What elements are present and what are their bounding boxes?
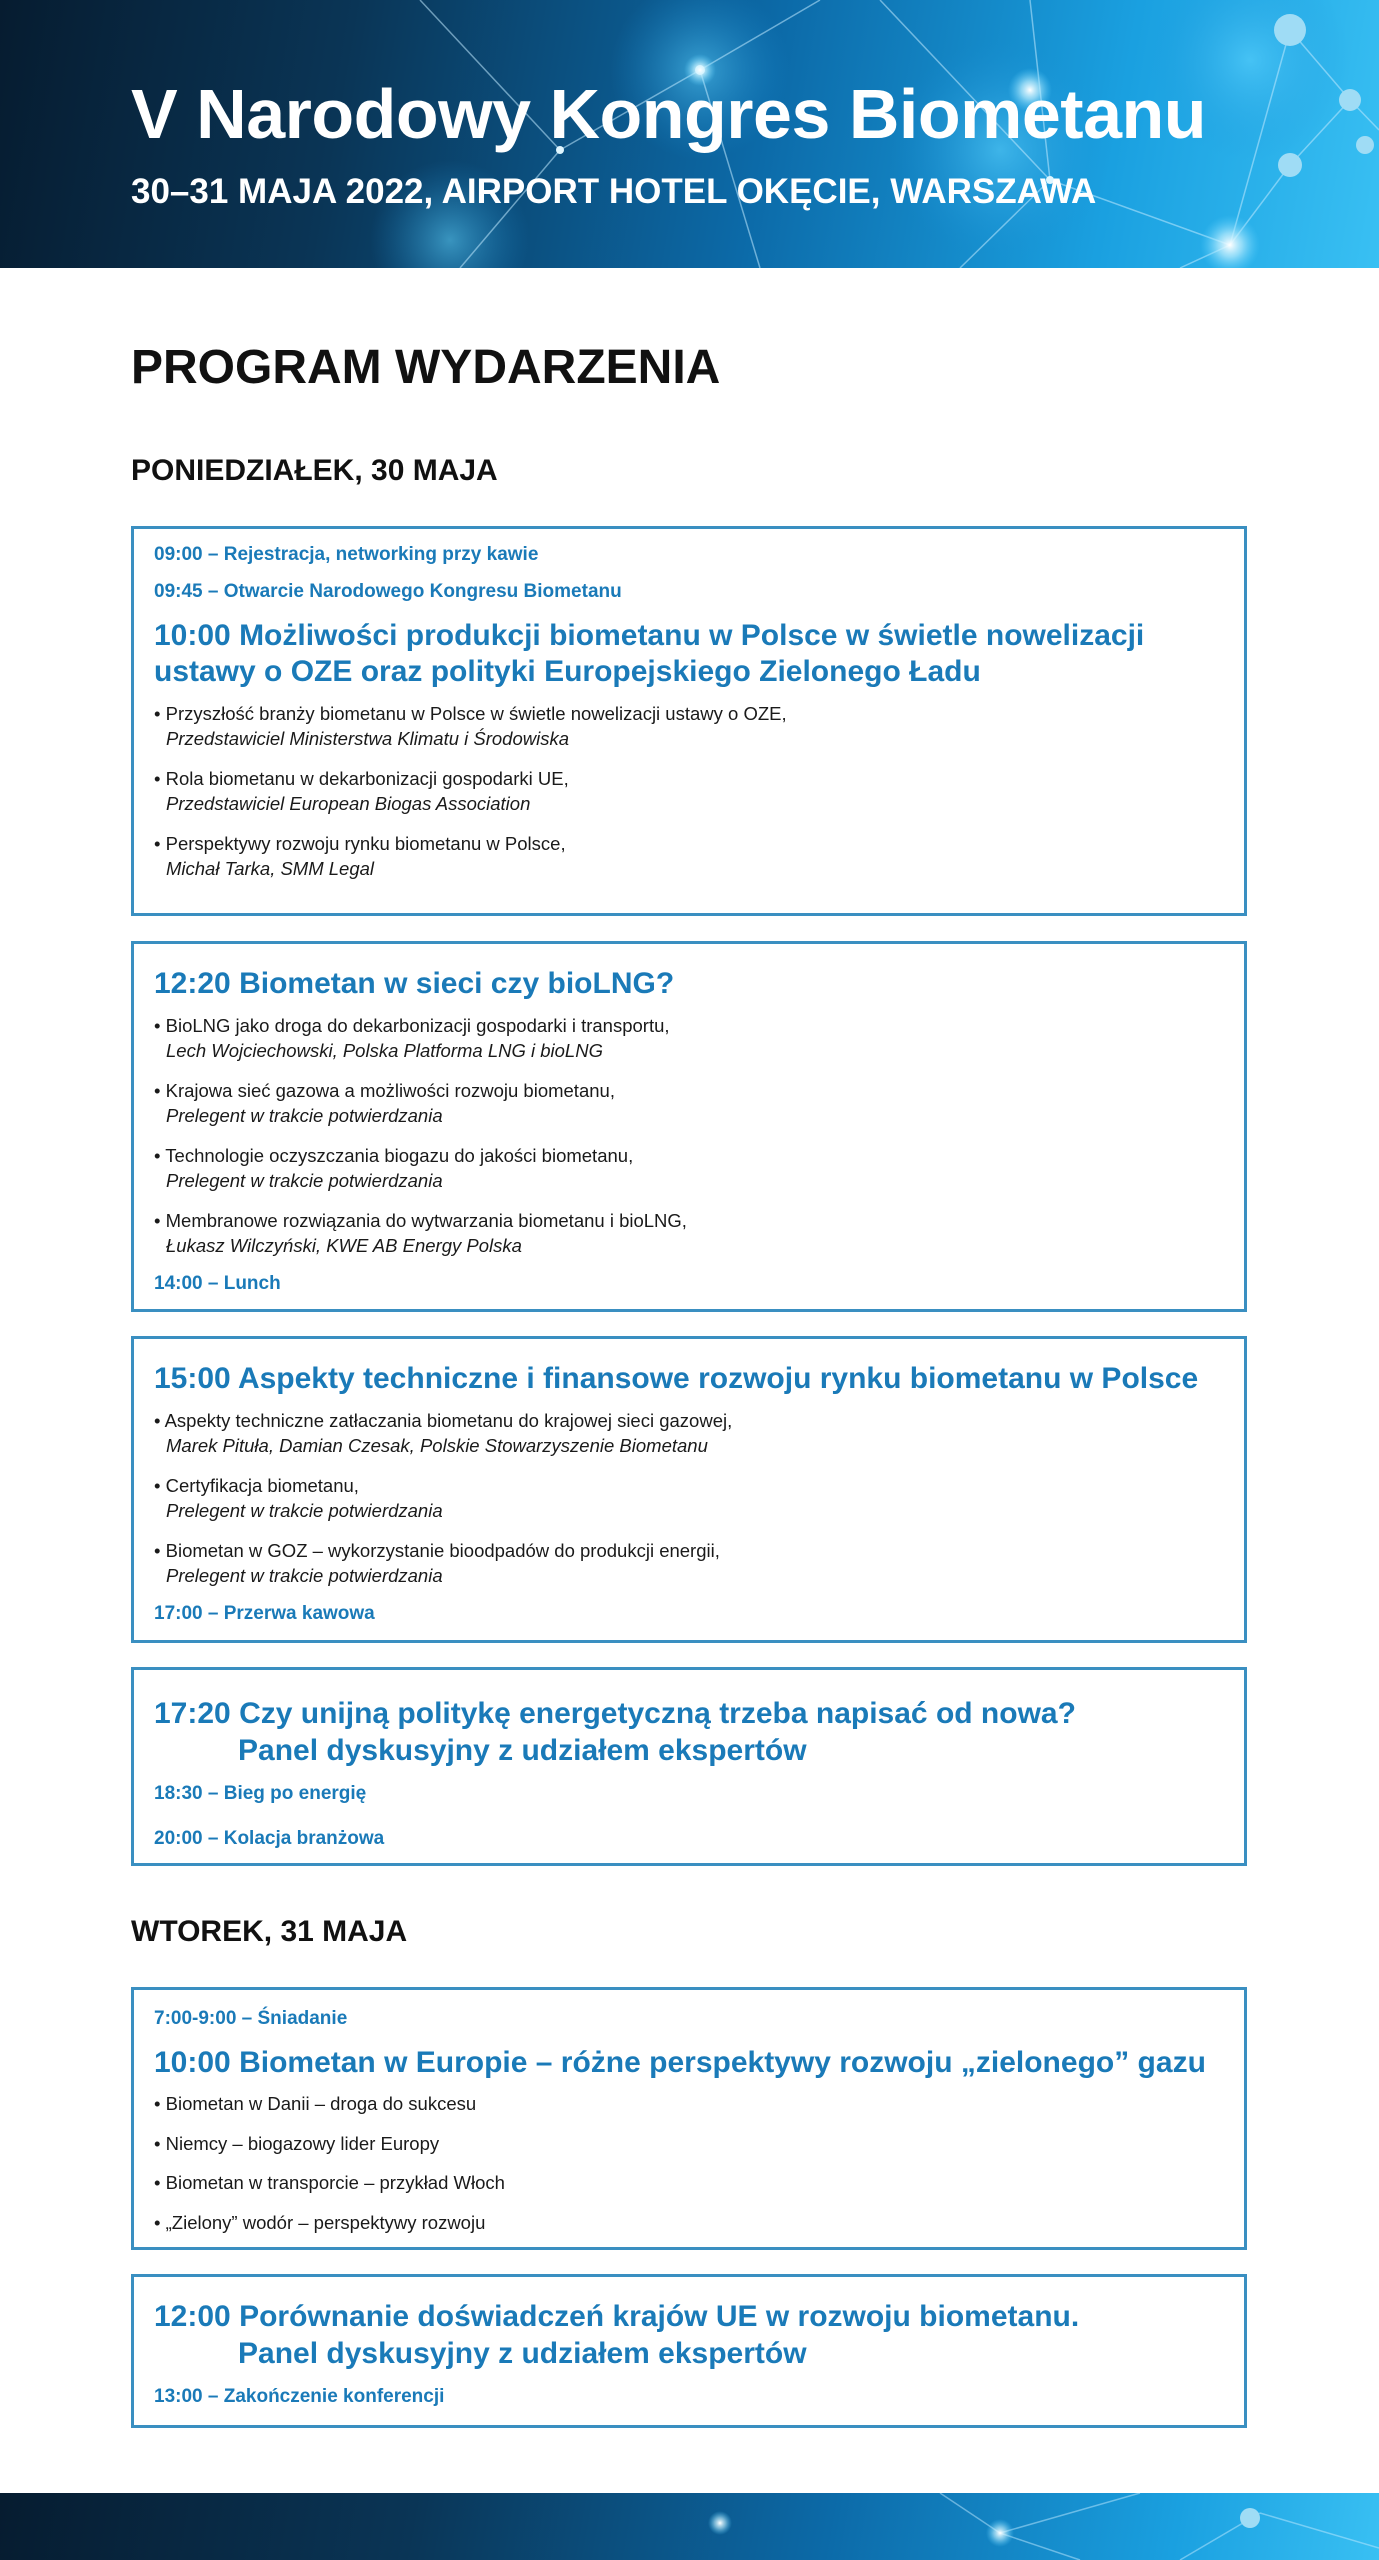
session-heading [154, 2299, 1224, 2372]
talk-item [154, 1208, 1224, 1259]
session-box [131, 526, 1247, 916]
program-title: PROGRAM WYDARZENIA [131, 341, 721, 394]
talk-item [154, 701, 1224, 752]
talk-speaker: Przedstawiciel Ministerstwa Klimatu i Środowiska [166, 728, 570, 750]
talk-title: • Krajowa sieć gazowa a możliwości rozwoju biometanu, [154, 1079, 615, 1101]
talk-item: • „Zielony” wodór – perspektywy rozwoju [154, 2211, 486, 2233]
session-box [131, 2274, 1247, 2428]
talk-speaker: Łukasz Wilczyński, KWE AB Energy Polska [166, 1235, 522, 1257]
agenda-line: 09:00 – Rejestracja, networking przy kawie [154, 544, 539, 565]
talk-speaker: Prelegent w trakcie potwierdzania [166, 1170, 443, 1192]
talk-title: • Rola biometanu w dekarbonizacji gospodarki UE, [154, 767, 569, 789]
event-date-location: 30–31 MAJA 2022, AIRPORT HOTEL OKĘCIE, WARSZAWA [131, 172, 1097, 211]
session-heading-line: 10:00 Biometan w Europie – różne perspektywy rozwoju „zielonego” gazu [154, 2045, 1206, 2079]
talk-speaker: Lech Wojciechowski, Polska Platforma LNG i bioLNG [166, 1040, 603, 1062]
session-heading [154, 2045, 1224, 2082]
agenda-line: 7:00-9:00 – Śniadanie [154, 2008, 348, 2029]
session-box [131, 941, 1247, 1312]
session-box [131, 1987, 1247, 2250]
agenda-line: 09:45 – Otwarcie Narodowego Kongresu Biometanu [154, 580, 622, 602]
session-heading-line: ustawy o OZE oraz polityki Europejskiego Zielonego Ładu [154, 655, 981, 689]
talk-speaker: Michał Tarka, SMM Legal [166, 858, 375, 880]
session-box [131, 1667, 1247, 1866]
talk-speaker: Marek Pituła, Damian Czesak, Polskie Stowarzyszenie Biometanu [166, 1435, 708, 1457]
talk-item [154, 766, 1224, 817]
session-heading-line: 12:20 Biometan w sieci czy bioLNG? [154, 967, 675, 1000]
talk-title: • Przyszłość branży biometanu w Polsce w świetle nowelizacji ustawy o OZE, [154, 702, 787, 724]
talk-item [154, 1408, 1224, 1459]
footer-banner [0, 2493, 1379, 2560]
session-heading [154, 966, 1224, 1003]
talk-speaker: Prelegent w trakcie potwierdzania [166, 1105, 443, 1127]
session-heading [154, 1696, 1224, 1769]
day-heading-monday: PONIEDZIAŁEK, 30 MAJA [131, 454, 498, 487]
talk-title: • Technologie oczyszczania biogazu do jakości biometanu, [154, 1144, 634, 1166]
talk-item: • Niemcy – biogazowy lider Europy [154, 2132, 440, 2154]
session-heading-line: 17:20 Czy unijną politykę energetyczną trzeba napisać od nowa? [154, 1697, 1076, 1730]
talk-title: • Biometan w GOZ – wykorzystanie bioodpadów do produkcji energii, [154, 1539, 720, 1561]
talk-title: • Aspekty techniczne zatłaczania biometanu do krajowej sieci gazowej, [154, 1409, 733, 1431]
agenda-line: 18:30 – Bieg po energię [154, 1783, 367, 1805]
talk-item [154, 1538, 1224, 1589]
talk-title: • Perspektywy rozwoju rynku biometanu w Polsce, [154, 832, 566, 854]
header-banner [0, 0, 1379, 268]
agenda-line: 17:00 – Przerwa kawowa [154, 1602, 375, 1624]
day-heading-tuesday: WTOREK, 31 MAJA [131, 1915, 408, 1948]
talk-title: • BioLNG jako droga do dekarbonizacji gospodarki i transportu, [154, 1014, 670, 1036]
talk-speaker: Prelegent w trakcie potwierdzania [166, 1565, 443, 1587]
session-heading-line: 10:00 Możliwości produkcji biometanu w Polsce w świetle nowelizacji [154, 618, 1145, 652]
talk-item [154, 1143, 1224, 1194]
talk-item: • Biometan w Danii – droga do sukcesu [154, 2093, 477, 2115]
agenda-line: 20:00 – Kolacja branżowa [154, 1827, 385, 1849]
session-heading-line: Panel dyskusyjny z udziałem ekspertów [238, 1733, 807, 1767]
talk-speaker: Przedstawiciel European Biogas Association [166, 793, 531, 815]
agenda-line: 14:00 – Lunch [154, 1272, 281, 1294]
talk-title: • Membranowe rozwiązania do wytwarzania biometanu i bioLNG, [154, 1209, 687, 1231]
talk-title: • Certyfikacja biometanu, [154, 1474, 359, 1496]
session-heading-line: 12:00 Porównanie doświadczeń krajów UE w rozwoju biometanu. [154, 2300, 1080, 2333]
talk-item: • Biometan w transporcie – przykład Włoch [154, 2172, 505, 2194]
session-heading-line: 15:00 Aspekty techniczne i finansowe rozwoju rynku biometanu w Polsce [154, 1362, 1199, 1395]
talk-item [154, 1013, 1224, 1064]
talk-item [154, 1473, 1224, 1524]
talk-item [154, 1078, 1224, 1129]
event-title: V Narodowy Kongres Biometanu [131, 75, 1207, 153]
footer-network-graphic [0, 2493, 1379, 2560]
session-heading-line: Panel dyskusyjny z udziałem ekspertów [238, 2336, 807, 2370]
session-heading [154, 618, 1224, 691]
talk-speaker: Prelegent w trakcie potwierdzania [166, 1500, 443, 1522]
session-heading [154, 1361, 1224, 1398]
talk-item [154, 831, 1224, 882]
agenda-line: 13:00 – Zakończenie konferencji [154, 2386, 445, 2408]
session-box [131, 1336, 1247, 1643]
